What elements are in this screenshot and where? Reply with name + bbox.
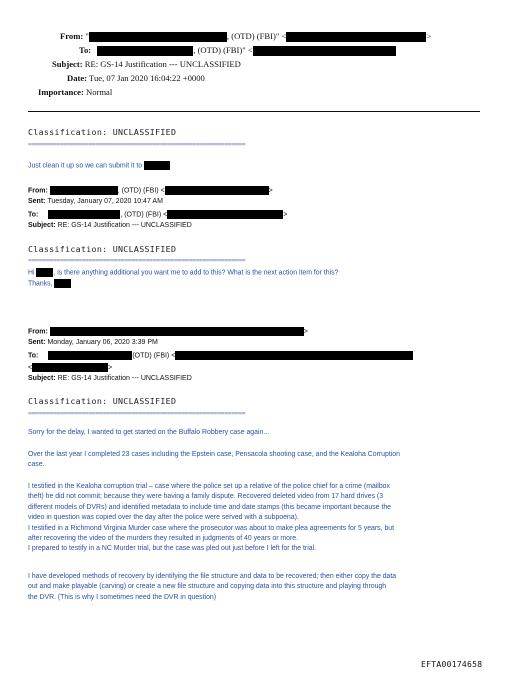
header-date-value: Tue, 07 Jan 2020 16:04:22 +0000 — [89, 73, 205, 83]
header-importance-value: Normal — [85, 87, 113, 97]
header-importance-label: Importance: — [38, 87, 84, 97]
msg3-to-row-2 — [28, 363, 112, 372]
msg3-to-row — [28, 351, 413, 360]
header-divider — [28, 111, 480, 112]
header-from-label: From: — [60, 31, 84, 41]
header-subject-label: Subject: — [52, 59, 83, 69]
header-from-quote: " — [85, 31, 89, 41]
header-date-row — [67, 73, 205, 83]
header-from-tag: , (OTD) (FBI)" < — [226, 31, 287, 41]
msg3-sent-row — [28, 339, 158, 346]
msg3-sent-value: Monday, January 06, 2020 3:39 PM — [47, 339, 158, 346]
msg3-to-tag: (OTD) (FBI) < — [132, 352, 176, 360]
header-subject-value: RE: GS-14 Justification --- UNCLASSIFIED — [84, 59, 241, 69]
header-to-label: To: — [79, 45, 92, 55]
header-importance-row — [38, 87, 112, 97]
msg2-signoff — [28, 279, 71, 290]
msg1-classification: Classification: UNCLASSIFIED — [28, 127, 177, 137]
msg3-p3-line: I testified in the Kealoha corruption trial – case where the police set up a relative of the police chief for a crime (mailbox — [28, 483, 390, 490]
msg2-to-tag: , (OTD) (FBI) < — [120, 211, 168, 219]
redaction-block — [165, 186, 269, 195]
msg3-separator: ============================================================= — [28, 409, 246, 417]
msg2-classification: Classification: UNCLASSIFIED — [28, 244, 177, 254]
msg3-p2-line: Over the last year I completed 23 cases including the Epstein case, Pensacola shooting case, and the Kealoha Corruption — [28, 451, 400, 458]
msg3-p3-line: I prepared to testify in a NC Murder trial, but the case was pled out just before I left for the trial. — [28, 545, 317, 553]
msg2-question-text: , is there anything additional you want me to add to this? What is the next action item for this? — [53, 269, 339, 277]
header-from-close: > — [426, 31, 432, 41]
msg3-paragraph-3 — [28, 482, 394, 555]
msg2-to-label: To: — [28, 211, 39, 219]
msg3-from-label: From: — [28, 328, 48, 336]
header-date-label: Date: — [67, 73, 88, 83]
msg3-classification: Classification: UNCLASSIFIED — [28, 396, 177, 406]
msg1-separator: ============================================================= — [28, 140, 246, 148]
msg2-separator: ============================================================= — [28, 256, 246, 264]
msg3-subject-value: RE: GS-14 Justification --- UNCLASSIFIED — [57, 375, 192, 382]
msg2-from-label: From: — [28, 187, 48, 195]
bates-number: EFTA00174658 — [421, 660, 483, 669]
redaction-block — [36, 268, 53, 277]
msg3-p2-line: case. — [28, 461, 45, 469]
redaction-block — [54, 279, 71, 288]
redaction-block — [253, 46, 396, 56]
msg2-to-row — [28, 210, 287, 219]
msg2-sent-value: Tuesday, January 07, 2020 10:47 AM — [47, 198, 163, 205]
msg3-to-label: To: — [28, 352, 39, 360]
msg3-p3-line: video in question was copied over the day after the police were served with a subpoena). — [28, 514, 299, 522]
msg3-p4-line: I have developed methods of recovery by identifying the file structure and data to be recovered; then either copy the data — [28, 573, 397, 580]
msg2-from-row — [28, 186, 273, 195]
msg1-body-text: Just clean it up so we can submit it to — [28, 162, 143, 170]
msg1-body — [28, 161, 170, 172]
redaction-block — [50, 186, 118, 195]
msg3-paragraph-4 — [28, 572, 396, 603]
msg3-p4-line: the DVR. (This is why I sometimes need the DVR in question) — [28, 593, 217, 601]
msg2-question — [28, 268, 338, 279]
msg3-from-row — [28, 327, 308, 336]
msg3-sent-label: Sent: — [28, 339, 46, 346]
msg3-subject-row — [28, 375, 192, 382]
redaction-block — [144, 161, 170, 170]
msg3-p3-line: theft) he did not commit; because they were having a family dispute. Recovered deleted video from 17 hard drives (3 — [28, 493, 384, 501]
msg2-thanks: Thanks, — [28, 280, 53, 288]
msg2-from-close: > — [268, 187, 273, 195]
redaction-block — [167, 210, 283, 219]
redaction-block — [48, 210, 120, 219]
redaction-block — [97, 46, 193, 56]
msg3-from-close: > — [303, 328, 308, 336]
msg3-p3-line: I testified in a Richmond Virginia Murder case where the prosecutor was about to make plea agreements for 5 years, but — [28, 524, 395, 532]
redaction-block — [32, 363, 108, 372]
msg2-sent-row — [28, 198, 163, 205]
msg3-paragraph-1: Sorry for the delay, I wanted to get started on the Buffalo Robbery case again... — [28, 429, 270, 436]
header-to-tag: , (OTD) (FBI)" < — [193, 45, 253, 55]
msg2-subject-label: Subject: — [28, 222, 56, 229]
header-to-row — [79, 45, 396, 56]
redaction-block — [89, 32, 227, 42]
msg3-paragraph-2 — [28, 450, 400, 471]
msg2-from-tag: , (OTD) (FBI) < — [117, 187, 165, 195]
redaction-block — [50, 327, 304, 336]
msg3-to-open: < — [28, 364, 33, 372]
msg2-sent-label: Sent: — [28, 198, 46, 205]
msg2-hi: Hi — [28, 269, 35, 277]
header-from-row — [60, 31, 431, 42]
msg2-to-close: > — [283, 211, 288, 219]
msg2-subject-row — [28, 222, 192, 229]
msg3-to-close: > — [108, 364, 113, 372]
msg3-subject-label: Subject: — [28, 375, 56, 382]
redaction-block — [286, 32, 426, 42]
msg3-p4-line: out and make playable (carving) or create a new file structure and copying data into this structure and playing through — [28, 583, 387, 591]
msg2-subject-value: RE: GS-14 Justification --- UNCLASSIFIED — [57, 222, 192, 229]
redaction-block — [48, 351, 132, 360]
redaction-block — [175, 351, 413, 360]
msg3-p3-line: different models of DVRs) and identified metadata to include time and date stamps (this became important because the — [28, 503, 391, 511]
header-subject-row — [52, 59, 241, 69]
msg3-p3-line: after recovering the video of the murders they resulted in judgments of 40 years or more. — [28, 535, 299, 543]
